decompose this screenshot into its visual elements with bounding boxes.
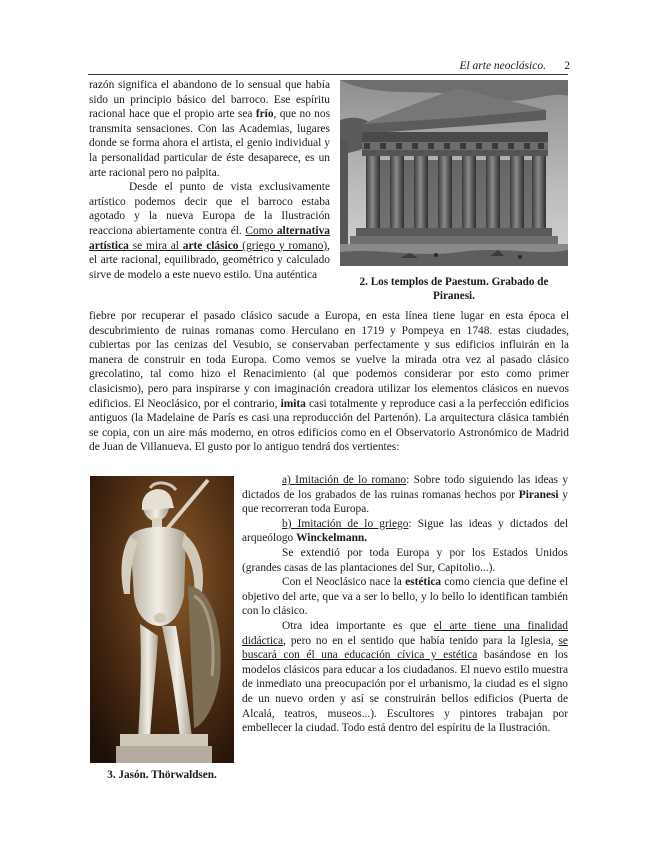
keyword-frio: frío <box>255 108 274 121</box>
paragraph-greek: b) Imitación de lo griego: Sigue las ideas y dictados del arqueólogo Winckelmann. <box>242 517 568 545</box>
paragraph-aesthetics: Con el Neoclásico nace la estética como ciencia que define el objetivo del arte, que va a ser lo bello, y lo bello lo identifican también con lo clásico. <box>242 576 568 618</box>
top-text-column <box>89 78 330 282</box>
header-title: El arte neoclásico. <box>459 60 546 72</box>
paestum-temple-image <box>340 80 568 266</box>
jason-statue-photo <box>90 476 234 763</box>
page-number: 2 <box>564 60 570 72</box>
keyword-estetica: estética <box>405 576 442 589</box>
keyword-imita: imita <box>280 397 306 410</box>
jason-statue-image <box>90 476 234 763</box>
paragraph-fever: fiebre por recuperar el pasado clásico sacude a Europa, en esta línea tiene lugar en esta época el descubrimiento de ruinas romanas como Herculano en 1719 y Pompeya en 1748. estas ciudades, cubiertas por las cenizas del Vesubio, se conservaban perfectamente y sus edificios influirán en la manera de construir en toda Europa. Como vemos se vuelve la mirada otra vez al pasado clásico grecolatino, tal como hizo el Renacimiento (al que podemos considerar por esto como primer clasicismo), pero para inspirarse y con imaginación creadora utilizar los elementos clásicos en nuevos edificios. El Neoclásico, por el contrario, imita casi totalmente y reproduce casi a la perfección edificios antiguos (la Madelaine de París es casi una reproducción del Partenón). La arquitectura clásica también se copia, con un aire más moderno, en otros edificios como en el Observatorio Astronómico de Madrid de Juan de Villanueva. El gusto por lo antiguo tendrá dos vertientes: <box>89 310 569 454</box>
paragraph-roman: a) Imitación de lo romano: Sobre todo siguiendo las ideas y dictados de los grabados de las ruinas romanas hechos por Piranesi y que recorreran toda Europa. <box>242 474 569 516</box>
statue-caption: 3. Jasón. Thörwaldsen. <box>107 769 217 781</box>
temple-caption: 2. Los templos de Paestum. Grabado de Piranesi. <box>359 276 549 302</box>
keyword-winckelmann: Winckelmann. <box>296 532 368 545</box>
right-text-column <box>242 473 568 736</box>
paragraph-rational: razón significa el abandono de lo sensual que había sido un principio básico del barroco. Ese espíritu racional hace que el propio arte sea frío, que no nos transmita sensaciones. Con las Academias, lugares donde se forma ahora el artista, el genio individual y la personalidad particular de éste desaparece, es un arte racional pero no palpita. <box>89 79 330 179</box>
paragraph-didactic: Otra idea importante es que el arte tiene una finalidad didáctica, pero no en el sentido que había tenido para la Iglesia, se buscará con él una educación cívica y estética basándose en los modelos clásicos para educar a los ciudadanos. El nuevo estilo muestra de inmediato una preocupación por el urbanismo, la ciudad es el signo de un nuevo orden y así se construirán bellos edificios (Puerta de Alcalá, teatros, museos...). Escultores y pintores trabajan por embellecer la ciudad. Todo está dentro del espíritu de la Ilustración. <box>242 619 568 735</box>
full-width-text <box>89 309 569 455</box>
paestum-temple-engraving <box>340 80 568 266</box>
keyword-piranesi: Piranesi <box>518 488 559 501</box>
paragraph-spread: Se extendió por toda Europa y por los Estados Unidos (grandes casas de las plantaciones del Sur, Capitolio...). <box>242 546 568 574</box>
header-rule <box>88 74 568 75</box>
keyword-arte-clasico: arte clásico <box>182 239 239 252</box>
paragraph-alternative: Desde el punto de vista exclusivamente artístico podemos decir que el barroco estaba agotado y la nueva Europa de la Ilustración reacciona abiertamente contra él. Como alternativa artística se mira al arte clásico (griego y romano), el arte racional, equilibrado, geométrico y calculado sirve de modelo a este nuevo estilo. Una auténtica <box>89 181 330 281</box>
running-header <box>88 60 570 74</box>
keyword-alternativa: alternativa artística <box>89 224 330 252</box>
